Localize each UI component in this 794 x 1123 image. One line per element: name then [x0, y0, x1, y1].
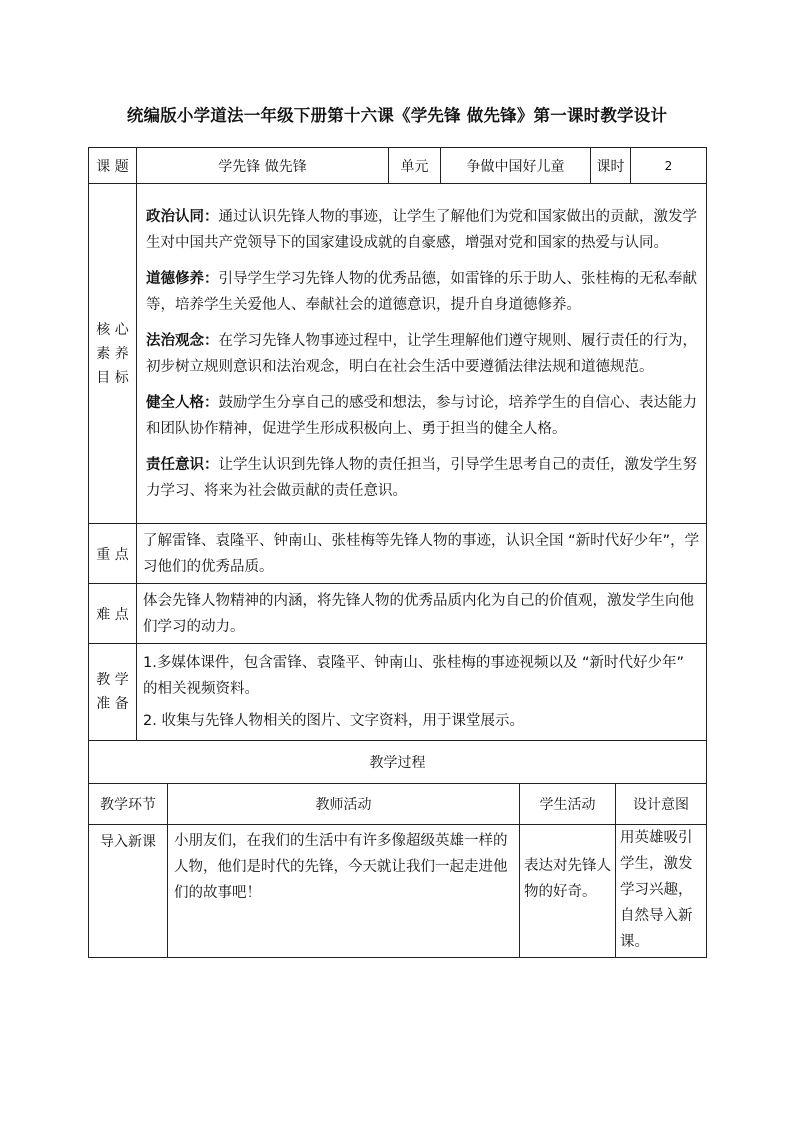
process-heading: 教学过程 [89, 741, 707, 784]
objectives-label-line: 核 心 [96, 321, 129, 338]
topic-value: 学先锋 做先锋 [137, 148, 389, 184]
key-points-text: 了解雷锋、袁隆平、钟南山、张桂梅等先锋人物的事迹，认识全国 “新时代好少年”，学习他们的优秀品质。 [143, 532, 700, 575]
objectives-content [137, 184, 707, 524]
header-student-activity: 学生活动 [520, 784, 616, 825]
objective-text: 鼓励学生分享自己的感受和想法，参与讨论，培养学生的自信心、表达能力和团队协作精神，促进学生形成积极向上、勇于担当的健全人格。 [146, 394, 697, 437]
objective-keyword: 政治认同： [146, 208, 219, 225]
objective-item [146, 266, 698, 318]
design-intent-cell [616, 825, 707, 958]
header-design-intent: 设计意图 [616, 784, 707, 825]
difficulties-text: 体会先锋人物精神的内涵，将先锋人物的优秀品质内化为自己的价值观，激发学生向他们学习的动力。 [143, 592, 694, 635]
period-value: 2 [631, 148, 707, 184]
design-intent-text: 用英雄吸引学生，激发学习兴趣，自然导入新课。 [620, 830, 693, 950]
header-stage: 教学环节 [89, 784, 168, 825]
preparation-label [89, 644, 137, 741]
objective-text: 让学生认识到先锋人物的责任担当，引导学生思考自己的责任，激发学生努力学习、将来为社会做贡献的责任意识。 [146, 456, 697, 499]
objective-keyword: 健全人格： [146, 394, 219, 411]
objective-item [146, 204, 698, 256]
objective-item [146, 328, 698, 380]
objective-keyword: 责任意识： [146, 456, 219, 473]
teaching-process-table [88, 740, 707, 958]
objective-text: 通过认识先锋人物的事迹，让学生了解他们为党和国家做出的贡献，激发学生对中国共产党领导下的国家建设成就的自豪感，增强对党和国家的热爱与认同。 [146, 208, 697, 251]
objective-item [146, 390, 698, 442]
difficulties-content [137, 584, 707, 644]
objective-text: 引导学生学习先锋人物的优秀品德，如雷锋的乐于助人、张桂梅的无私奉献等，培养学生关爱他人、奉献社会的道德意识，提升自身道德修养。 [146, 270, 697, 313]
difficulties-label: 难 点 [89, 584, 137, 644]
preparation-label-line: 准 备 [96, 696, 129, 712]
objective-keyword: 道德修养： [146, 270, 219, 287]
preparation-item: 2. 收集与先锋人物相关的图片、文字资料，用于课堂展示。 [143, 713, 524, 729]
document-title: 统编版小学道法一年级下册第十六课《学先锋 做先锋》第一课时教学设计 [126, 106, 668, 125]
objective-keyword: 法治观念： [146, 332, 219, 349]
key-points-content [137, 524, 707, 584]
unit-label: 单元 [389, 148, 441, 184]
period-label: 课时 [591, 148, 631, 184]
unit-value: 争做中国好儿童 [441, 148, 591, 184]
teacher-activity-cell [168, 825, 520, 958]
preparation-item: 1.多媒体课件，包含雷锋、袁隆平、钟南山、张桂梅的事迹视频以及 “新时代好少年” 的相关视频资料。 [143, 655, 684, 697]
lesson-plan-table [88, 147, 707, 741]
preparation-label-line: 教 学 [96, 672, 129, 688]
objective-text: 在学习先锋人物事迹过程中，让学生理解他们遵守规则、履行责任的行为，初步树立规则意识和法治观念，明白在社会生活中要遵循法律法规和道德规范。 [146, 332, 697, 375]
objectives-label-line: 素 养 [96, 345, 129, 362]
header-teacher-activity: 教师活动 [168, 784, 520, 825]
teacher-activity-text: 小朋友们，在我们的生活中有许多像超级英雄一样的人物，他们是时代的先锋，今天就让我们一起走进他们的故事吧！ [174, 833, 508, 901]
objectives-label [89, 184, 137, 524]
key-points-label: 重 点 [89, 524, 137, 584]
stage-cell: 导入新课 [89, 825, 168, 958]
objectives-label-line: 目 标 [96, 369, 129, 386]
preparation-content [137, 644, 707, 741]
objective-item [146, 452, 698, 504]
student-activity-text: 表达对先锋人物的好奇。 [524, 858, 611, 900]
student-activity-cell [520, 825, 616, 958]
topic-label: 课 题 [89, 148, 137, 184]
